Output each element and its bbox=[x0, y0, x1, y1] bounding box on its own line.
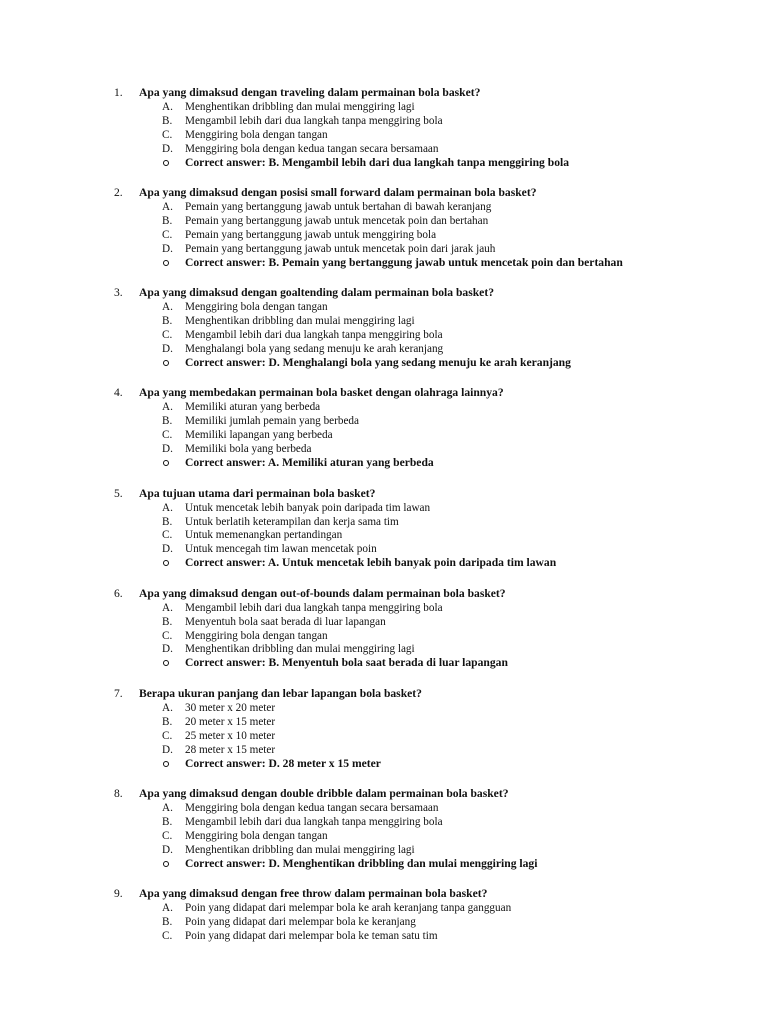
option-letter: D. bbox=[162, 843, 173, 856]
option-letter: A. bbox=[162, 601, 173, 614]
option-letter: A. bbox=[162, 701, 173, 714]
answer-option bbox=[0, 729, 768, 743]
option-text: Menghentikan dribbling dan mulai menggiring lagi bbox=[185, 643, 415, 656]
question-text: Apa yang dimaksud dengan free throw dalam permainan bola basket? bbox=[139, 887, 488, 901]
answer-option bbox=[0, 829, 768, 843]
answer-option bbox=[0, 528, 768, 542]
option-text: 20 meter x 15 meter bbox=[185, 715, 276, 728]
option-text: Mengambil lebih dari dua langkah tanpa menggiring bola bbox=[185, 601, 443, 614]
answer-option bbox=[0, 200, 768, 214]
correct-answer-text: Correct answer: D. Menghalangi bola yang sedang menuju ke arah keranjang bbox=[185, 355, 571, 369]
answer-option bbox=[0, 843, 768, 857]
answer-option bbox=[0, 601, 768, 615]
option-letter: B. bbox=[162, 215, 173, 228]
option-text: Menghentikan dribbling dan mulai menggiring lagi bbox=[185, 843, 415, 856]
correct-answer bbox=[0, 857, 768, 871]
question-line bbox=[0, 386, 768, 400]
option-text: Menggiring bola dengan kedua tangan secara bersamaan bbox=[185, 802, 439, 815]
question-line bbox=[0, 286, 768, 300]
option-letter: C. bbox=[162, 128, 173, 141]
option-letter: B. bbox=[162, 515, 173, 528]
answer-option bbox=[0, 915, 768, 929]
question-1 bbox=[0, 86, 768, 170]
correct-answer bbox=[0, 456, 768, 470]
option-text: Menggiring bola dengan tangan bbox=[185, 629, 328, 642]
question-4 bbox=[0, 386, 768, 470]
option-letter: C. bbox=[162, 729, 173, 742]
question-line bbox=[0, 887, 768, 901]
option-letter: A. bbox=[162, 802, 173, 815]
option-text: Menggiring bola dengan tangan bbox=[185, 128, 328, 141]
answer-option bbox=[0, 114, 768, 128]
question-text: Berapa ukuran panjang dan lebar lapangan bola basket? bbox=[139, 686, 422, 700]
option-text: Untuk mencegah tim lawan mencetak poin bbox=[185, 543, 377, 556]
option-text: Poin yang didapat dari melempar bola ke teman satu tim bbox=[185, 930, 438, 943]
answer-option bbox=[0, 615, 768, 629]
answer-option bbox=[0, 400, 768, 414]
question-text: Apa yang dimaksud dengan goaltending dalam permainan bola basket? bbox=[139, 286, 494, 300]
bullet-circle-icon bbox=[163, 660, 169, 666]
answer-option bbox=[0, 501, 768, 515]
question-line bbox=[0, 487, 768, 501]
question-text: Apa yang dimaksud dengan out-of-bounds dalam permainan bola basket? bbox=[139, 586, 506, 600]
option-letter: D. bbox=[162, 743, 173, 756]
option-text: Pemain yang bertanggung jawab untuk menggiring bola bbox=[185, 228, 437, 241]
option-text: Poin yang didapat dari melempar bola ke arah keranjang tanpa gangguan bbox=[185, 902, 512, 915]
option-text: Untuk memenangkan pertandingan bbox=[185, 529, 343, 542]
question-line bbox=[0, 86, 768, 100]
option-text: Pemain yang bertanggung jawab untuk bertahan di bawah keranjang bbox=[185, 201, 492, 214]
bullet-circle-icon bbox=[163, 260, 169, 266]
answer-option bbox=[0, 300, 768, 314]
answer-option bbox=[0, 815, 768, 829]
option-letter: C. bbox=[162, 228, 173, 241]
option-text: Menghentikan dribbling dan mulai menggiring lagi bbox=[185, 315, 415, 328]
answer-option bbox=[0, 542, 768, 556]
option-letter: C. bbox=[162, 529, 173, 542]
correct-answer bbox=[0, 156, 768, 170]
option-text: Menggiring bola dengan tangan bbox=[185, 829, 328, 842]
answer-option bbox=[0, 428, 768, 442]
answer-option bbox=[0, 629, 768, 643]
answer-option bbox=[0, 442, 768, 456]
answer-option bbox=[0, 242, 768, 256]
question-text: Apa yang dimaksud dengan traveling dalam permainan bola basket? bbox=[139, 86, 481, 99]
option-letter: D. bbox=[162, 142, 173, 155]
option-letter: B. bbox=[162, 415, 173, 428]
option-text: Pemain yang bertanggung jawab untuk mencetak poin dan bertahan bbox=[185, 215, 489, 228]
answer-option bbox=[0, 214, 768, 228]
question-number: 5. bbox=[114, 486, 123, 500]
question-line bbox=[0, 186, 768, 200]
answer-option bbox=[0, 314, 768, 328]
question-7 bbox=[0, 687, 768, 771]
option-letter: C. bbox=[162, 930, 173, 943]
question-text: Apa tujuan utama dari permainan bola basket? bbox=[139, 486, 376, 500]
option-text: Pemain yang bertanggung jawab untuk mencetak poin dari jarak jauh bbox=[185, 242, 496, 255]
option-letter: B. bbox=[162, 916, 173, 929]
correct-answer-text: Correct answer: D. Menghentikan dribbling dan mulai menggiring lagi bbox=[185, 856, 538, 870]
question-2 bbox=[0, 186, 768, 270]
answer-option bbox=[0, 929, 768, 943]
option-text: Untuk berlatih keterampilan dan kerja sama tim bbox=[185, 515, 399, 528]
answer-option bbox=[0, 342, 768, 356]
question-5 bbox=[0, 487, 768, 571]
answer-option bbox=[0, 100, 768, 114]
option-text: Menggiring bola dengan kedua tangan secara bersamaan bbox=[185, 142, 439, 155]
answer-option bbox=[0, 414, 768, 428]
question-number: 3. bbox=[114, 286, 123, 300]
option-text: Menggiring bola dengan tangan bbox=[185, 301, 328, 314]
answer-option bbox=[0, 642, 768, 656]
option-letter: B. bbox=[162, 114, 173, 127]
question-text: Apa yang dimaksud dengan double dribble dalam permainan bola basket? bbox=[139, 787, 509, 801]
answer-option bbox=[0, 128, 768, 142]
option-text: Mengambil lebih dari dua langkah tanpa menggiring bola bbox=[185, 114, 443, 127]
question-text: Apa yang dimaksud dengan posisi small forward dalam permainan bola basket? bbox=[139, 186, 537, 200]
answer-option bbox=[0, 801, 768, 815]
question-text: Apa yang membedakan permainan bola basket dengan olahraga lainnya? bbox=[139, 386, 504, 400]
correct-answer bbox=[0, 256, 768, 270]
option-text: Memiliki lapangan yang berbeda bbox=[185, 429, 333, 442]
correct-answer bbox=[0, 757, 768, 771]
option-text: Menyentuh bola saat berada di luar lapangan bbox=[185, 615, 386, 628]
answer-option bbox=[0, 515, 768, 529]
option-text: Memiliki jumlah pemain yang berbeda bbox=[185, 415, 359, 428]
question-number: 2. bbox=[114, 186, 123, 200]
bullet-circle-icon bbox=[163, 861, 169, 867]
option-letter: D. bbox=[162, 643, 173, 656]
option-text: 30 meter x 20 meter bbox=[185, 701, 276, 714]
bullet-circle-icon bbox=[163, 360, 169, 366]
question-6 bbox=[0, 587, 768, 671]
option-letter: C. bbox=[162, 829, 173, 842]
option-letter: B. bbox=[162, 315, 173, 328]
option-letter: B. bbox=[162, 715, 173, 728]
correct-answer-text: Correct answer: B. Mengambil lebih dari dua langkah tanpa menggiring bola bbox=[185, 155, 570, 169]
question-line bbox=[0, 687, 768, 701]
question-number: 1. bbox=[114, 86, 123, 99]
correct-answer bbox=[0, 556, 768, 570]
question-8 bbox=[0, 787, 768, 871]
question-line bbox=[0, 787, 768, 801]
option-letter: A. bbox=[162, 201, 173, 214]
option-text: Memiliki bola yang berbeda bbox=[185, 443, 312, 456]
question-number: 8. bbox=[114, 787, 123, 801]
option-letter: C. bbox=[162, 629, 173, 642]
option-text: 28 meter x 15 meter bbox=[185, 743, 276, 756]
correct-answer-text: Correct answer: B. Menyentuh bola saat berada di luar lapangan bbox=[185, 656, 508, 670]
option-letter: B. bbox=[162, 815, 173, 828]
question-number: 7. bbox=[114, 686, 123, 700]
option-letter: D. bbox=[162, 543, 173, 556]
bullet-circle-icon bbox=[163, 160, 169, 166]
answer-option bbox=[0, 328, 768, 342]
correct-answer bbox=[0, 656, 768, 670]
option-text: Mengambil lebih dari dua langkah tanpa menggiring bola bbox=[185, 329, 443, 342]
option-letter: A. bbox=[162, 501, 173, 514]
answer-option bbox=[0, 743, 768, 757]
answer-option bbox=[0, 901, 768, 915]
bullet-circle-icon bbox=[163, 560, 169, 566]
correct-answer-text: Correct answer: A. Memiliki aturan yang berbeda bbox=[185, 456, 434, 470]
question-9 bbox=[0, 887, 768, 943]
option-letter: D. bbox=[162, 242, 173, 255]
option-text: Memiliki aturan yang berbeda bbox=[185, 401, 321, 414]
correct-answer bbox=[0, 356, 768, 370]
answer-option bbox=[0, 142, 768, 156]
question-number: 4. bbox=[114, 386, 123, 400]
question-3 bbox=[0, 286, 768, 370]
question-line bbox=[0, 587, 768, 601]
option-letter: A. bbox=[162, 902, 173, 915]
option-letter: C. bbox=[162, 329, 173, 342]
answer-option bbox=[0, 715, 768, 729]
option-text: 25 meter x 10 meter bbox=[185, 729, 276, 742]
quiz-page bbox=[0, 86, 768, 960]
answer-option bbox=[0, 228, 768, 242]
option-letter: D. bbox=[162, 342, 173, 355]
option-text: Poin yang didapat dari melempar bola ke keranjang bbox=[185, 916, 416, 929]
bullet-circle-icon bbox=[163, 761, 169, 767]
bullet-circle-icon bbox=[163, 460, 169, 466]
option-letter: C. bbox=[162, 429, 173, 442]
answer-option bbox=[0, 701, 768, 715]
option-text: Untuk mencetak lebih banyak poin daripada tim lawan bbox=[185, 501, 431, 514]
correct-answer-text: Correct answer: B. Pemain yang bertanggung jawab untuk mencetak poin dan bertahan bbox=[185, 255, 623, 269]
option-letter: A. bbox=[162, 301, 173, 314]
option-letter: A. bbox=[162, 101, 173, 113]
option-letter: B. bbox=[162, 615, 173, 628]
question-number: 6. bbox=[114, 586, 123, 600]
option-text: Mengambil lebih dari dua langkah tanpa menggiring bola bbox=[185, 815, 443, 828]
question-number: 9. bbox=[114, 887, 123, 901]
option-text: Menghentikan dribbling dan mulai menggiring lagi bbox=[185, 101, 415, 113]
correct-answer-text: Correct answer: D. 28 meter x 15 meter bbox=[185, 756, 381, 770]
option-letter: D. bbox=[162, 443, 173, 456]
correct-answer-text: Correct answer: A. Untuk mencetak lebih banyak poin daripada tim lawan bbox=[185, 556, 557, 570]
option-letter: A. bbox=[162, 401, 173, 414]
option-text: Menghalangi bola yang sedang menuju ke arah keranjang bbox=[185, 342, 444, 355]
